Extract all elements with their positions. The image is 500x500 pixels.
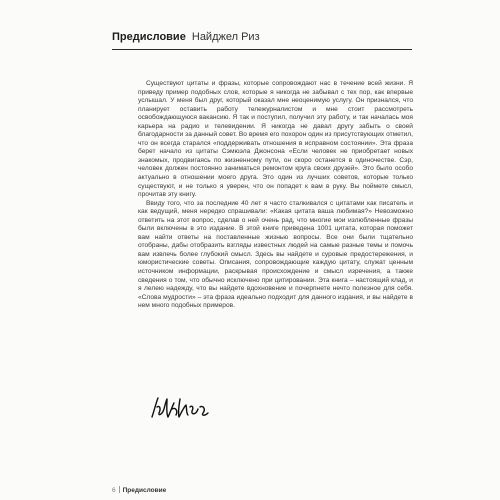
page-footer (112, 486, 166, 494)
author-signature (148, 395, 210, 421)
paragraph-2: Ввиду того, что за последние 40 лет я часто сталкивался с цитатами как писатель и как ведущий, меня нередко спрашивали: «Какая цитата ваша любимая?» Невозможно ответить на этот вопрос, сделав о ней очень рад, что многие мои излюбленные фразы были включены в это издание. В этой книге приведена 1001 цитата, которая поможет вам найти ответы на поставленные жизнью вопросы. Все они были тщательно отобраны, дабы отобразить взгляды известных людей на самые разные темы и помочь вам извлечь более глубокий смысл. Здесь вы найдете и суровые предостережения, и юмористические советы. Описания, сопровождающие каждую цитату, служат ценным источником информации, раскрывая происхождение и смысл изречения, а также сведения о том, что обычно исключено при цитировании. Эта книга – настоящий клад, и я лелею надежду, что вы найдете вдохновение и почерпнете нечто полезное для себя. «Слова мудрости» – эта фраза идеально подходит для данного издания, и вы найдете в нем много подобных примеров. (138, 199, 413, 310)
author-name: Найджел Риз (191, 31, 260, 43)
footer-separator (119, 486, 120, 493)
page-header (112, 31, 260, 43)
paragraph-1: Существуют цитаты и фразы, которые сопровождают нас в течение всей жизни. Я приведу пример подобных слов, которые я никогда не забывал с тех пор, как впервые услышал. У меня был друг, который оказал мне неоценимую услугу. Он признался, что планирует оставить работу тележурналистом и мне стоит рассмотреть освобождающуюся вакансию. Я так и поступил, получил эту работу, и так началась моя карьера на радио и телевидении. Я никогда не давал другу забыть о своей благодарности за данный совет. Во время его похорон один из присутствующих отметил, что он всегда старался «поддерживать отношения в исправном состоянии». Эта фраза берет начало из цитаты Сэмюэла Джонсона «Если человек не приобретает новых знакомых, продвигаясь по жизненному пути, он скоро останется в одиночестве. Сэр, человек должен постоянно заниматься ремонтом круга своих друзей». Это было особо актуально в отношении моего друга. Это один из лучших советов, которые только существуют, и не только я уверен, что он попадет к вам в руку. Вы поймете смысл, прочитав эту книгу. (138, 80, 413, 199)
page-number: 6 (112, 487, 116, 494)
footer-section-label: Предисловие (122, 487, 167, 494)
preface-body (138, 80, 413, 311)
page-title: Предисловие (112, 31, 186, 43)
header-divider (112, 49, 412, 50)
